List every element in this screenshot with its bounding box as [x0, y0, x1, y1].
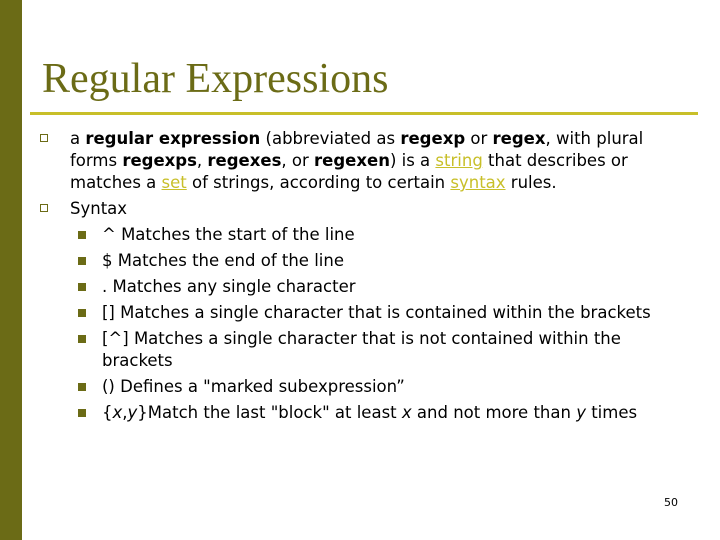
- filled-square-bullet-icon: [78, 409, 86, 417]
- bullet-definition: [36, 128, 680, 194]
- hollow-square-bullet-icon: [40, 134, 48, 142]
- page-number: 50: [664, 496, 678, 509]
- filled-square-bullet-icon: [78, 335, 86, 343]
- syntax-item-caret: ^ Matches the start of the line: [70, 224, 680, 246]
- syntax-item-brackets: [] Matches a single character that is contained within the brackets: [70, 302, 680, 324]
- link-string[interactable]: string: [435, 151, 483, 170]
- syntax-item-dot: . Matches any single character: [70, 276, 680, 298]
- slide-content: [36, 128, 680, 424]
- syntax-item-quantifier: {x,y}Match the last "block" at least x and not more than y times: [70, 402, 680, 424]
- syntax-item-negated-brackets: [^] Matches a single character that is not contained within the brackets: [70, 328, 680, 372]
- bullet-syntax: [36, 198, 680, 424]
- left-accent-bar: [0, 0, 22, 540]
- filled-square-bullet-icon: [78, 309, 86, 317]
- link-set[interactable]: set: [161, 173, 187, 192]
- filled-square-bullet-icon: [78, 257, 86, 265]
- syntax-list: [70, 224, 680, 424]
- syntax-label: Syntax: [70, 199, 128, 218]
- hollow-square-bullet-icon: [40, 204, 48, 212]
- filled-square-bullet-icon: [78, 283, 86, 291]
- syntax-item-dollar: $ Matches the end of the line: [70, 250, 680, 272]
- link-syntax[interactable]: syntax: [450, 173, 506, 192]
- definition-text: a regular expression (abbreviated as regexp or regex, with plural forms regexps, regexes, or regexen) is a string that describes or matches a set of strings, according to certain syntax rules.: [70, 129, 644, 192]
- title-underline: [30, 112, 698, 115]
- slide-title: Regular Expressions: [42, 56, 389, 102]
- filled-square-bullet-icon: [78, 231, 86, 239]
- filled-square-bullet-icon: [78, 383, 86, 391]
- syntax-item-parentheses: () Defines a "marked subexpression”: [70, 376, 680, 398]
